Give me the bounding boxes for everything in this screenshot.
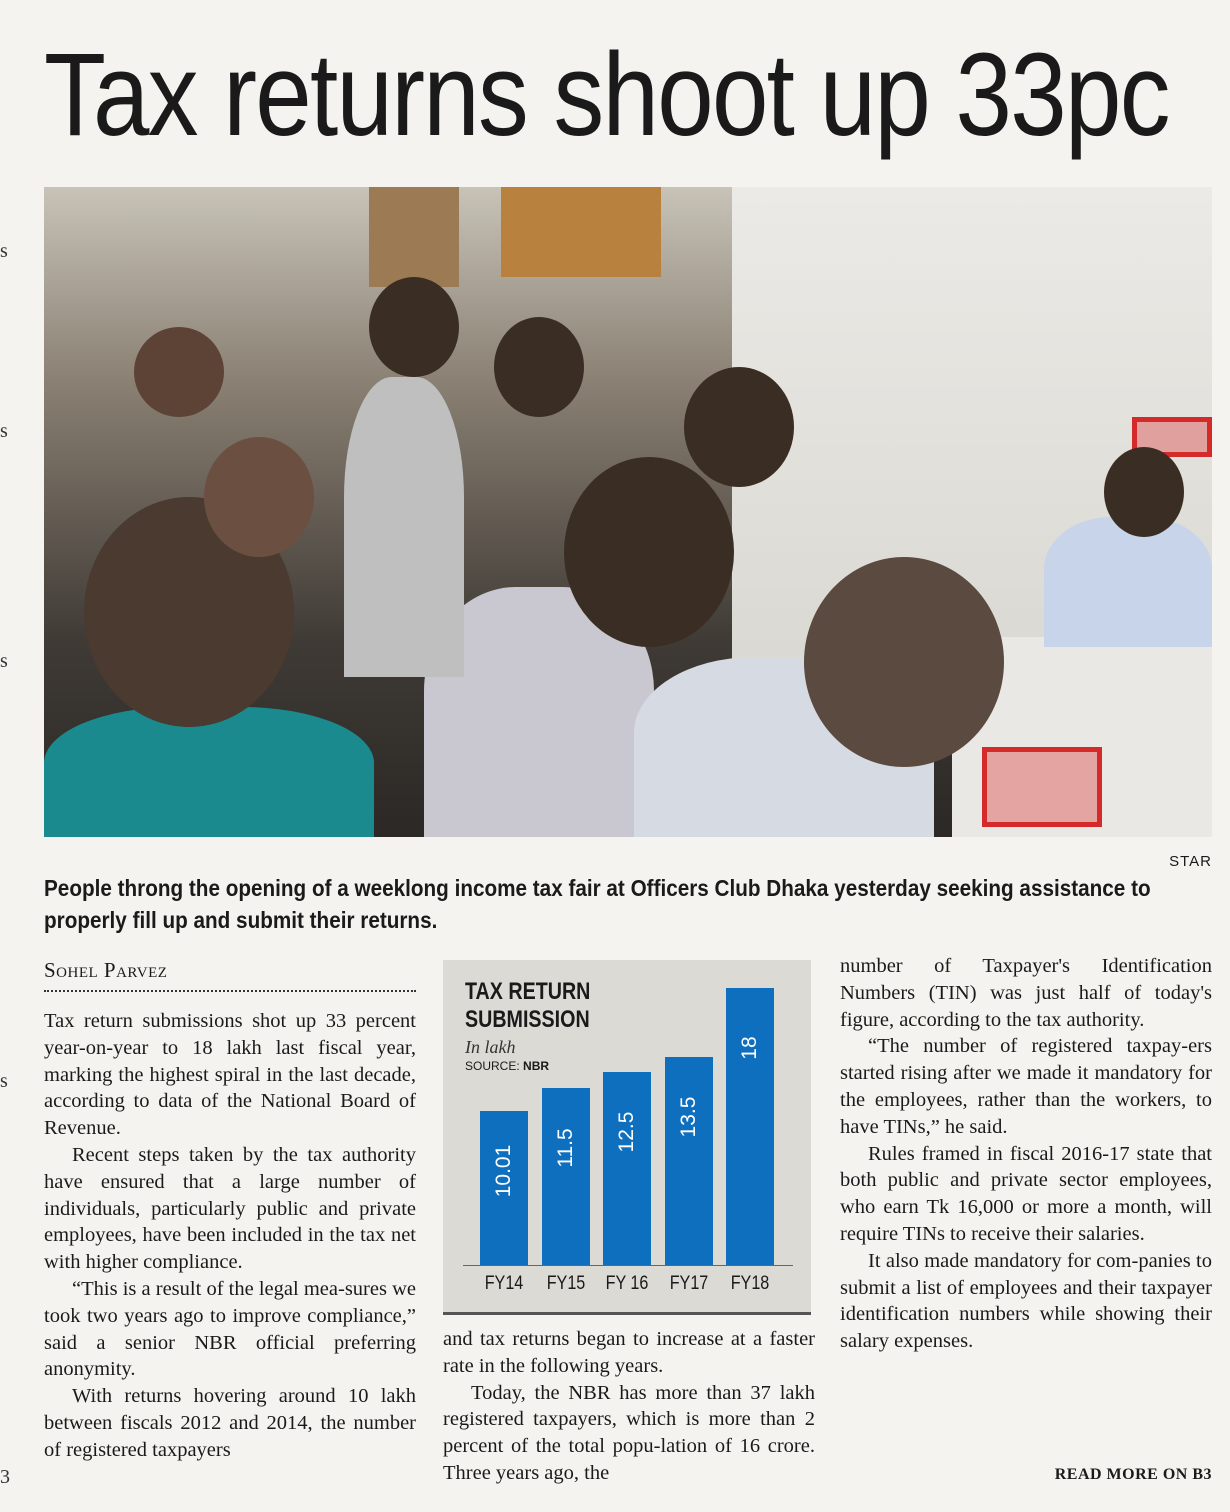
paragraph: “The number of registered taxpay-ers started rising after we made it mandatory for the employees, rather than the workers, to have TINs,” he said. xyxy=(840,1035,1212,1138)
article-column-3 xyxy=(840,953,1212,1473)
paragraph: Today, the NBR has more than 37 lakh registered taxpayers, which is more than 2 percent of the total popu-lation of 16 crore. Three years ago, the xyxy=(443,1381,815,1484)
photo-person xyxy=(44,707,374,837)
chart-value-label: 11.5 xyxy=(553,1128,577,1168)
paragraph: Recent steps taken by the tax authority have ensured that a large number of individuals, particularly public and private employees, have been included in the tax net with higher compliance. xyxy=(44,1143,416,1274)
news-photo xyxy=(44,187,1212,837)
chart-baseline xyxy=(463,1265,793,1266)
chart-value-label: 18 xyxy=(738,1036,761,1060)
photo-pillar xyxy=(369,187,459,287)
headline: Tax returns shoot up 33pc xyxy=(44,29,1169,161)
chart-source xyxy=(465,1059,549,1073)
chart-value-label: 13.5 xyxy=(676,1096,700,1138)
photo-credit: STAR xyxy=(1169,853,1212,870)
chart-tick-label: FY17 xyxy=(669,1273,708,1294)
paragraph: Rules framed in fiscal 2016-17 state that both public and private sector employees, who earn Tk 16,000 or more a month, will require TINs to receive their salaries. xyxy=(840,1142,1212,1245)
photo-person xyxy=(684,367,794,487)
photo-wood-panel xyxy=(501,187,661,277)
paragraph: “This is a result of the legal mea-sures we took two years ago to improve compliance,” said a senior NBR official preferring anonymity. xyxy=(44,1277,416,1381)
byline: Sohel Parvez xyxy=(44,958,168,982)
photo-person xyxy=(204,437,314,557)
photo-person xyxy=(1044,517,1212,647)
photo-person xyxy=(804,557,1004,767)
photo-red-basket xyxy=(982,747,1102,827)
margin-glyph: s xyxy=(0,240,8,262)
chart-value-label: 10.01 xyxy=(492,1144,515,1198)
read-more: READ MORE ON B3 xyxy=(1054,1466,1212,1483)
chart-tick-label: FY 16 xyxy=(605,1273,649,1294)
byline-divider xyxy=(44,990,416,992)
margin-glyph: s xyxy=(0,1070,8,1092)
photo-person xyxy=(1104,447,1184,537)
article-column-2 xyxy=(443,1326,815,1486)
tax-return-chart xyxy=(443,960,811,1315)
chart-source-value: NBR xyxy=(523,1059,550,1073)
chart-title: TAX RETURN SUBMISSION xyxy=(465,978,591,1033)
margin-glyph: s xyxy=(0,650,8,672)
chart-source-label: SOURCE: xyxy=(465,1059,520,1073)
paragraph: number of Taxpayer's Identification Numbers (TIN) was just half of today's figure, according to the tax authority. xyxy=(840,955,1212,1031)
photo-person xyxy=(494,317,584,417)
chart-value-label: 12.5 xyxy=(615,1111,638,1153)
photo-person xyxy=(134,327,224,417)
photo-person xyxy=(564,457,734,647)
paragraph: With returns hovering around 10 lakh between fiscals 2012 and 2014, the number of registered taxpayers xyxy=(44,1385,416,1461)
chart-tick-label: FY18 xyxy=(730,1273,770,1294)
chart-tick-label: FY15 xyxy=(546,1273,585,1294)
article-column-1 xyxy=(44,1008,416,1488)
paragraph: and tax returns began to increase at a faster rate in the following years. xyxy=(443,1328,815,1377)
chart-tick-label: FY14 xyxy=(484,1273,524,1294)
photo-caption: People throng the opening of a weeklong income tax fair at Officers Club Dhaka yesterday seeking assistance to properly fill up and submit their returns. xyxy=(44,875,1151,933)
chart-unit: In lakh xyxy=(465,1037,516,1057)
photo-person xyxy=(369,277,459,377)
paragraph: It also made mandatory for com-panies to submit a list of employees and their taxpayer identification numbers while showing their salary expenses. xyxy=(840,1249,1212,1353)
margin-glyph: 3 xyxy=(0,1466,10,1488)
margin-glyph: s xyxy=(0,420,8,442)
paragraph: Tax return submissions shot up 33 percent year-on-year to 18 lakh last fiscal year, marking the highest spiral in the last decade, according to data of the National Board of Revenue. xyxy=(44,1010,416,1140)
photo-person xyxy=(344,377,464,677)
